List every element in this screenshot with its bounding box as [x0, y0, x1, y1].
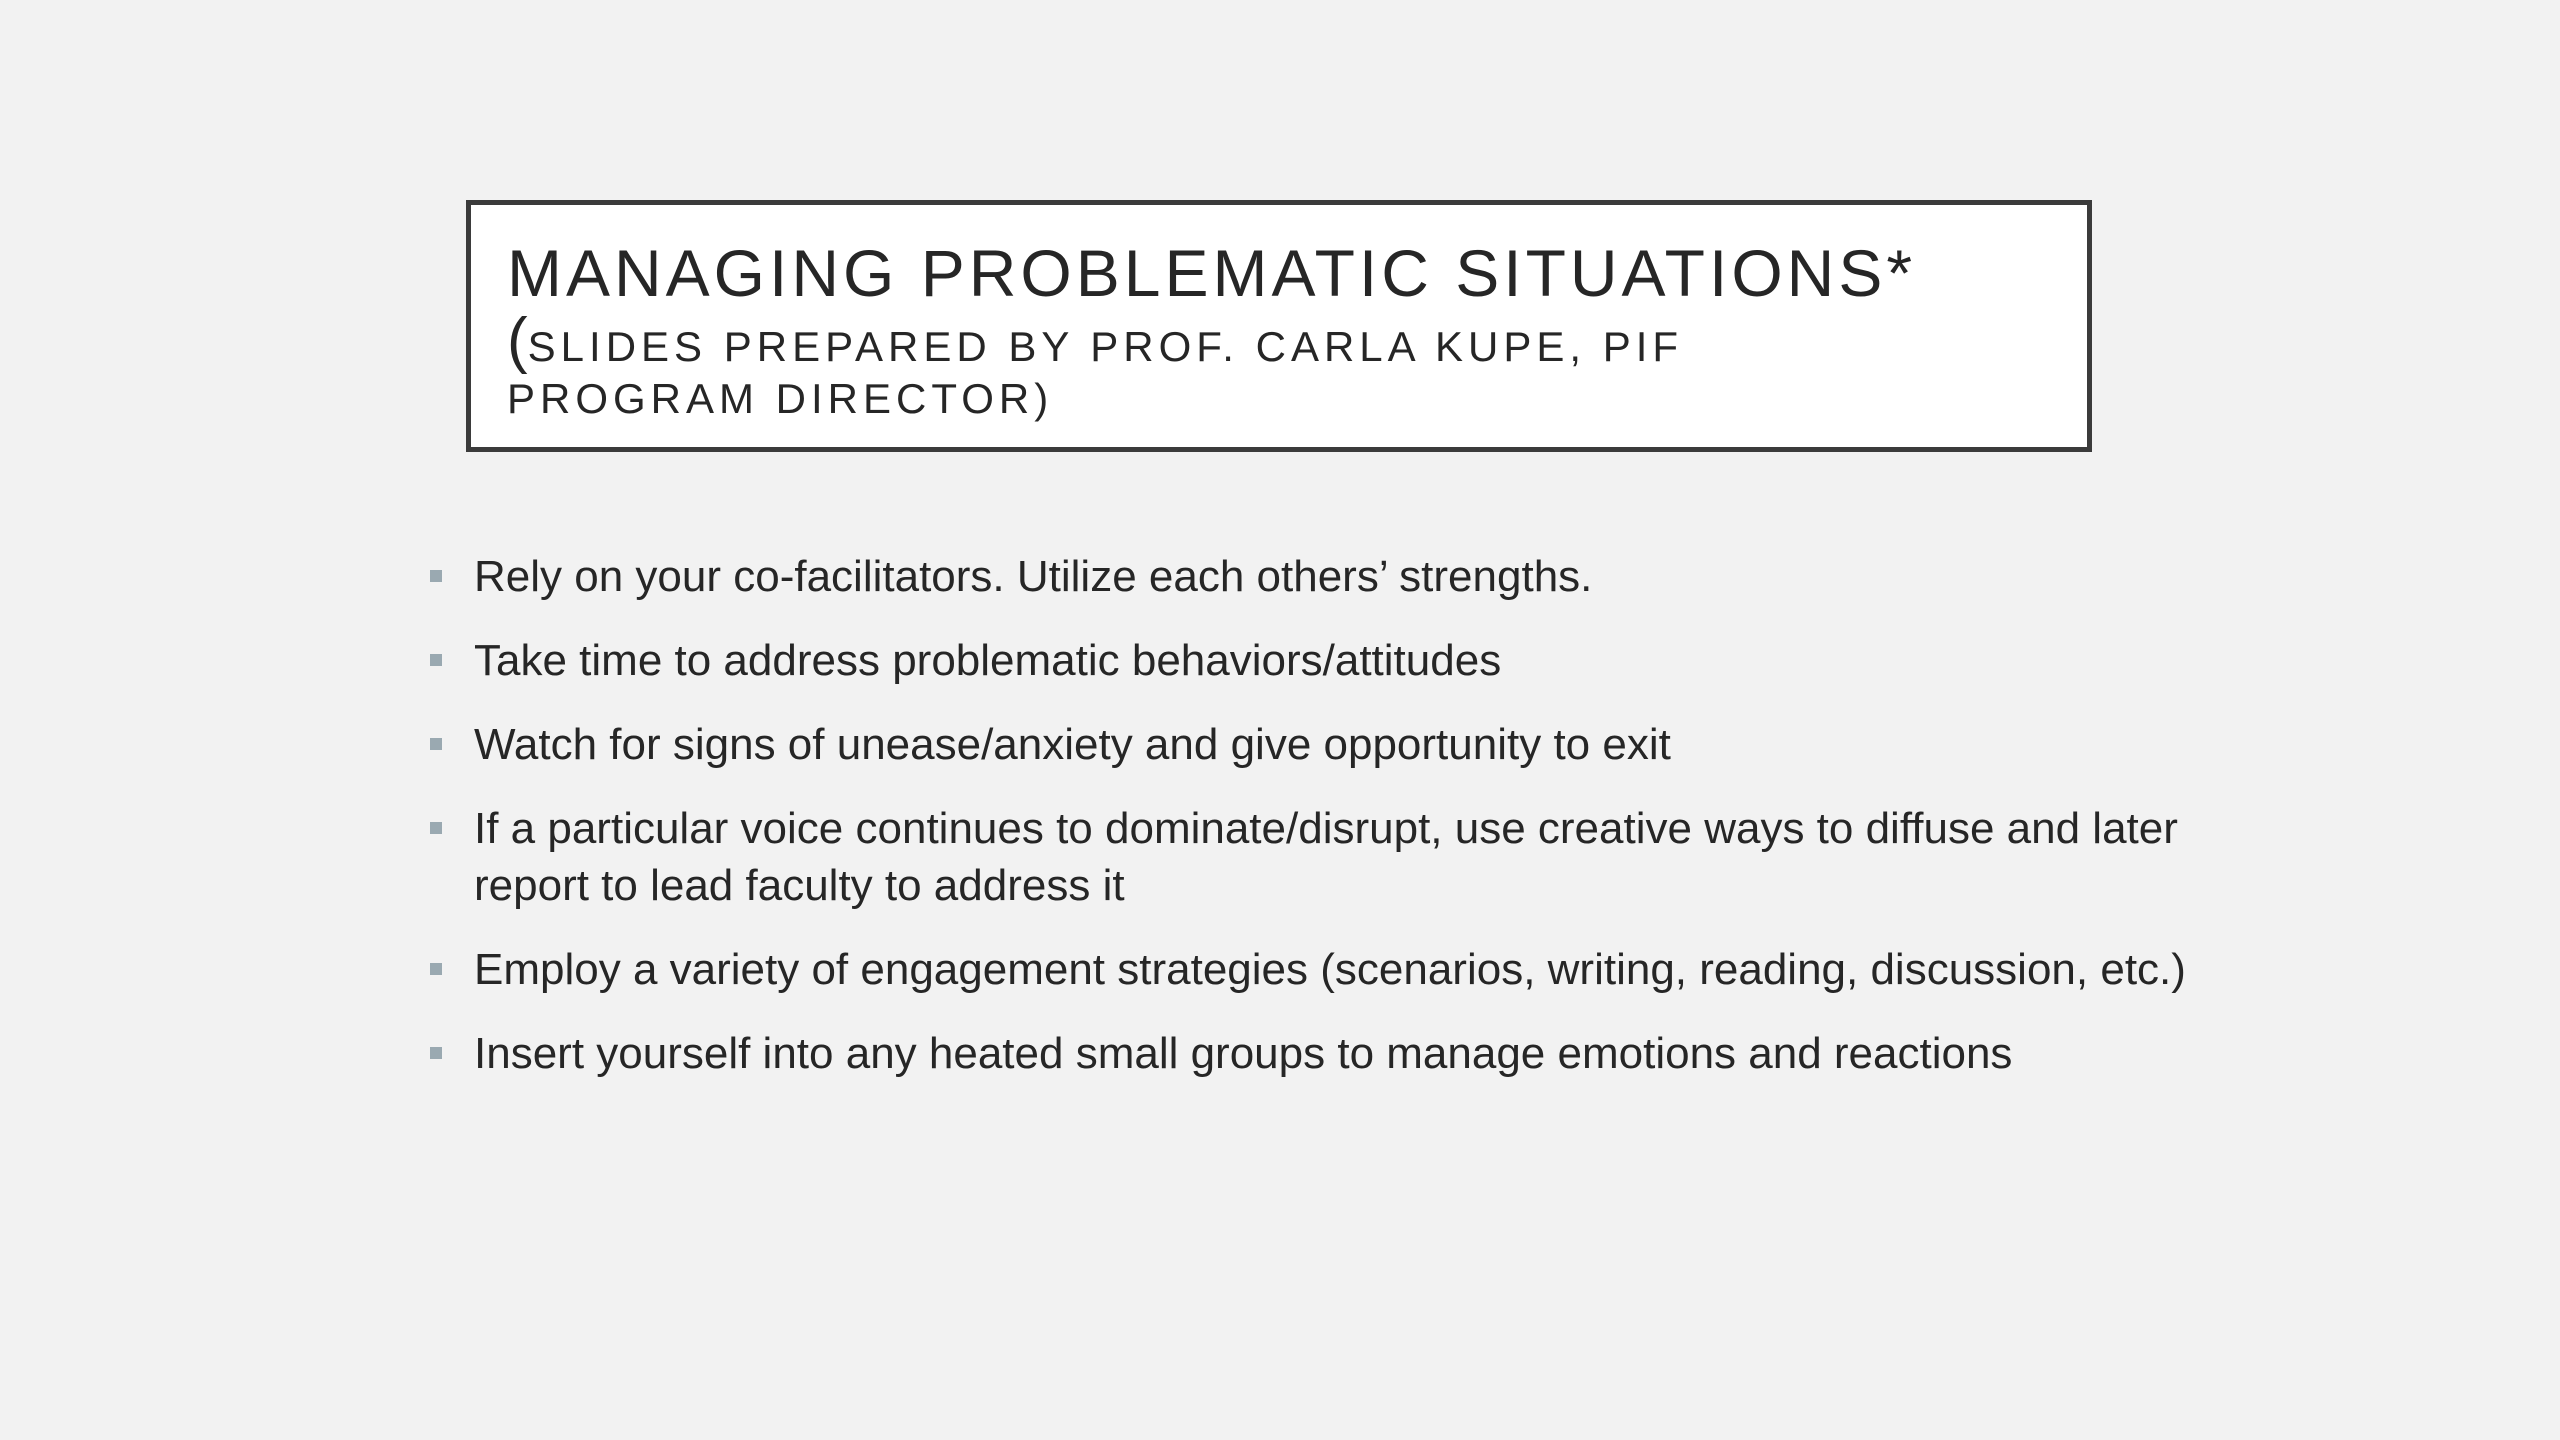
bullet-item — [426, 548, 2186, 605]
square-bullet-icon — [430, 822, 442, 834]
bullet-text: Rely on your co-facilitators. Utilize each others’ strengths. — [474, 552, 1593, 601]
bullet-text: Watch for signs of unease/anxiety and give opportunity to exit — [474, 720, 1671, 769]
subtitle-open-paren: ( — [507, 306, 528, 375]
bullet-text: Employ a variety of engagement strategies (scenarios, writing, reading, discussion, etc.) — [474, 945, 2186, 994]
bullet-text: Take time to address problematic behaviors/attitudes — [474, 636, 1502, 685]
square-bullet-icon — [430, 738, 442, 750]
bullet-item — [426, 632, 2186, 689]
title-box — [466, 200, 2092, 452]
bullet-text: If a particular voice continues to dominate/disrupt, use creative ways to diffuse and later report to lead faculty to address it — [474, 804, 2178, 910]
bullet-text: Insert yourself into any heated small groups to manage emotions and reactions — [474, 1029, 2013, 1078]
square-bullet-icon — [430, 963, 442, 975]
bullet-item — [426, 941, 2186, 998]
bullet-list — [426, 548, 2186, 1109]
slide-subtitle — [507, 306, 1927, 425]
slide-title: MANAGING PROBLEMATIC SITUATIONS* — [507, 236, 1917, 310]
subtitle-text: SLIDES PREPARED BY PROF. CARLA KUPE, PIF PROGRAM DIRECTOR) — [507, 323, 1684, 422]
bullet-item — [426, 716, 2186, 773]
square-bullet-icon — [430, 570, 442, 582]
square-bullet-icon — [430, 654, 442, 666]
square-bullet-icon — [430, 1047, 442, 1059]
bullet-item — [426, 800, 2186, 914]
bullet-item — [426, 1025, 2186, 1082]
